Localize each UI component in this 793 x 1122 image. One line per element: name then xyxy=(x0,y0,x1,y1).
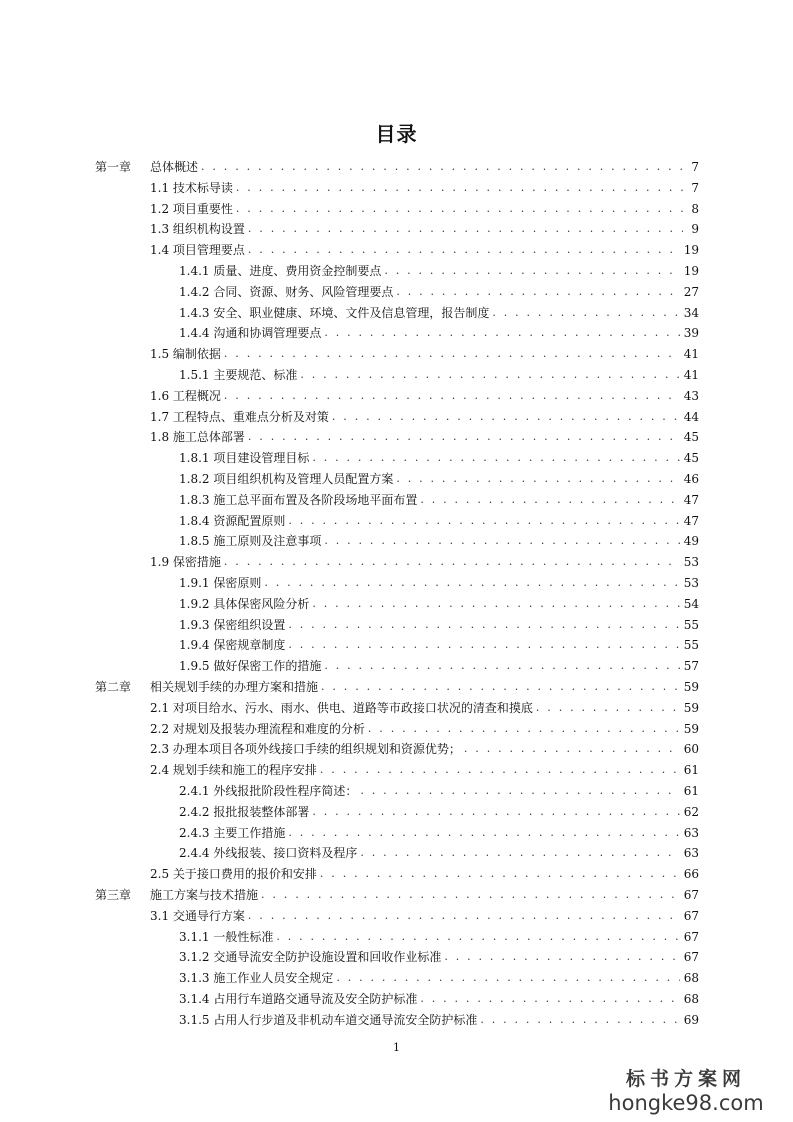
toc-dot-leader xyxy=(480,1013,679,1027)
toc-page-number: 55 xyxy=(683,617,699,632)
toc-entry-label: 2.4 规划手续和施工的程序安排 xyxy=(150,763,317,778)
toc-entry[interactable] xyxy=(150,404,699,424)
toc-entry-label: 3.1.2 交通导流安全防护设施设置和回收作业标准 xyxy=(179,950,442,965)
toc-entry[interactable] xyxy=(179,944,699,964)
toc-dot-leader xyxy=(248,430,680,444)
toc-entry-label: 总体概述 xyxy=(150,160,199,174)
toc-entry[interactable] xyxy=(150,695,699,715)
toc-dot-leader xyxy=(396,285,679,299)
toc-entry[interactable] xyxy=(179,570,699,590)
toc-page-number: 69 xyxy=(683,1012,699,1027)
toc-dot-leader xyxy=(236,202,683,216)
toc-page-number: 39 xyxy=(683,326,699,341)
toc-dot-leader xyxy=(324,659,679,673)
toc-entry-label: 1.9.2 具体保密风险分析 xyxy=(179,596,310,611)
toc-chapter-number: 第三章 xyxy=(95,888,132,902)
toc-page-number: 61 xyxy=(683,763,699,778)
toc-page-number: 9 xyxy=(691,222,699,237)
toc-entry-label: 3.1.5 占用人行步道及非机动车道交通导流安全防护标准 xyxy=(179,1012,478,1027)
toc-chapter-number: 第二章 xyxy=(95,680,132,694)
toc-entry[interactable] xyxy=(179,632,699,652)
toc-page-number: 41 xyxy=(683,347,699,362)
toc-page-number: 54 xyxy=(683,596,699,611)
toc-entry[interactable] xyxy=(179,986,699,1006)
toc-entry-label: 1.4 项目管理要点 xyxy=(150,243,245,258)
toc-entry[interactable] xyxy=(150,757,699,777)
toc-entry[interactable] xyxy=(95,674,699,694)
page-number: 1 xyxy=(393,1041,400,1054)
toc-entry-label: 1.4.2 合同、资源、财务、风险管理要点 xyxy=(179,284,394,299)
toc-page-number: 59 xyxy=(683,700,699,715)
toc-page-number: 27 xyxy=(683,284,699,299)
toc-page-number: 55 xyxy=(683,638,699,653)
toc-entry[interactable] xyxy=(179,653,699,673)
toc-page-number: 7 xyxy=(691,180,699,195)
toc-entry-label: 2.1 对项目给水、污水、雨水、供电、道路等市政接口状况的清查和摸底 xyxy=(150,700,533,715)
toc-page-number: 41 xyxy=(683,368,699,382)
toc-page-number: 8 xyxy=(691,201,699,216)
toc-entry[interactable] xyxy=(150,736,699,756)
toc-entry[interactable] xyxy=(95,154,699,174)
toc-dot-leader xyxy=(324,534,679,548)
toc-entry[interactable] xyxy=(179,778,699,798)
toc-page-number: 66 xyxy=(683,867,699,882)
toc-entry-label: 2.4.1 外线报批阶段性程序简述： xyxy=(179,784,358,798)
toc-page-number: 67 xyxy=(683,908,699,923)
toc-entry-label: 1.9.1 保密原则 xyxy=(179,576,262,590)
toc-dot-leader xyxy=(288,638,679,652)
toc-entry[interactable] xyxy=(179,924,699,944)
toc-chapter-number: 第一章 xyxy=(95,160,132,174)
toc-dot-leader xyxy=(248,909,680,923)
toc-entry[interactable] xyxy=(150,383,699,403)
toc-page-number: 63 xyxy=(683,825,699,840)
toc-dot-leader xyxy=(492,306,679,320)
toc-dot-leader xyxy=(264,576,679,590)
toc-entry-label: 1.4.4 沟通和协调管理要点 xyxy=(179,326,322,341)
toc-entry-label: 2.5 关于接口费用的报价和安排 xyxy=(150,867,317,882)
toc-page-number: 45 xyxy=(683,451,699,466)
toc-page-number: 19 xyxy=(683,243,699,258)
toc-entry-label: 1.6 工程概况 xyxy=(150,388,221,403)
toc-dot-leader xyxy=(288,514,679,528)
toc-dot-leader xyxy=(288,618,679,632)
toc-page-number: 45 xyxy=(683,430,699,445)
toc-dot-leader xyxy=(464,742,680,756)
toc-dot-leader xyxy=(320,867,680,881)
toc-entry-label: 1.9.3 保密组织设置 xyxy=(179,617,286,632)
toc-dot-leader xyxy=(276,930,679,944)
toc-entry[interactable] xyxy=(95,882,699,902)
toc-entry[interactable] xyxy=(150,903,699,923)
toc-entry[interactable] xyxy=(179,1007,699,1027)
toc-entry[interactable] xyxy=(150,861,699,881)
watermark-domain: hongke98.com xyxy=(608,1091,764,1115)
toc-dot-leader xyxy=(420,992,679,1006)
toc-entry-label: 3.1.3 施工作业人员安全规定 xyxy=(179,971,334,986)
watermark-chinese: 标书方案网 xyxy=(625,1068,746,1090)
page-title: 目录 xyxy=(375,122,418,146)
toc-entry-label: 施工方案与技术措施 xyxy=(150,888,259,902)
toc-entry[interactable] xyxy=(179,362,699,382)
toc-page-number: 59 xyxy=(683,721,699,736)
toc-dot-leader xyxy=(261,888,680,902)
toc-dot-leader xyxy=(312,597,679,611)
toc-dot-leader xyxy=(384,264,679,278)
toc-entry-label: 1.1 技术标导读 xyxy=(150,180,233,195)
toc-page-number: 59 xyxy=(683,680,699,694)
toc-dot-leader xyxy=(201,160,683,174)
toc-entry-label: 2.3 办理本项目各项外线接口手续的组织规划和资源优势； xyxy=(150,742,461,757)
toc-entry-label: 1.5.1 主要规范、标准 xyxy=(179,368,298,382)
toc-dot-leader xyxy=(312,805,679,819)
toc-entry[interactable] xyxy=(179,300,699,320)
toc-entry-label: 3.1.1 一般性标准 xyxy=(179,929,274,944)
toc-entry[interactable] xyxy=(150,341,699,361)
toc-page-number: 34 xyxy=(683,305,699,320)
toc-dot-leader xyxy=(248,243,680,257)
toc-dot-leader xyxy=(321,680,680,694)
toc-entry[interactable] xyxy=(179,799,699,819)
toc-page-number: 47 xyxy=(683,492,699,507)
toc-dot-leader xyxy=(368,722,680,736)
toc-entry[interactable] xyxy=(179,840,699,860)
toc-page-number: 53 xyxy=(683,555,699,570)
toc-entry[interactable] xyxy=(179,965,699,985)
toc-dot-leader xyxy=(224,555,680,569)
toc-dot-leader xyxy=(360,846,679,860)
toc-entry[interactable] xyxy=(150,716,699,736)
toc-page-number: 47 xyxy=(683,513,699,528)
toc-entry-label: 1.5 编制依据 xyxy=(150,347,221,362)
toc-page-number: 53 xyxy=(683,576,699,590)
toc-page-number: 43 xyxy=(683,388,699,403)
toc-entry-label: 1.8.2 项目组织机构及管理人员配置方案 xyxy=(179,472,394,486)
toc-dot-leader xyxy=(248,222,683,236)
toc-entry-label: 1.9 保密措施 xyxy=(150,555,221,570)
toc-entry[interactable] xyxy=(179,820,699,840)
toc-dot-leader xyxy=(324,326,679,340)
toc-page-number: 62 xyxy=(683,804,699,819)
toc-dot-leader xyxy=(396,472,679,486)
toc-entry[interactable] xyxy=(179,487,699,507)
toc-entry[interactable] xyxy=(179,258,699,278)
toc-entry-label: 2.4.2 报批报装整体部署 xyxy=(179,804,310,819)
toc-entry-label: 1.9.4 保密规章制度 xyxy=(179,638,286,653)
toc-entry[interactable] xyxy=(150,196,699,216)
toc-page-number: 63 xyxy=(683,846,699,861)
toc-dot-leader xyxy=(332,410,680,424)
toc-entry-label: 1.8.5 施工原则及注意事项 xyxy=(179,534,322,549)
toc-dot-leader xyxy=(288,826,679,840)
toc-entry-label: 2.4.4 外线报装、接口资料及程序 xyxy=(179,846,358,861)
toc-page-number: 68 xyxy=(683,971,699,986)
toc-entry-label: 1.9.5 做好保密工作的措施 xyxy=(179,659,322,674)
toc-dot-leader xyxy=(336,971,679,985)
toc-entry-label: 相关规划手续的办理方案和措施 xyxy=(150,680,319,694)
toc-entry[interactable] xyxy=(179,445,699,465)
toc-page-number: 49 xyxy=(683,534,699,549)
toc-entry-label: 3.1.4 占用行车道路交通导流及安全防护标准 xyxy=(179,992,418,1006)
toc-entry[interactable] xyxy=(179,279,699,299)
toc-page-number: 44 xyxy=(683,409,699,424)
toc-page-number: 61 xyxy=(683,784,699,798)
toc-dot-leader xyxy=(320,763,680,777)
toc-entry[interactable] xyxy=(179,320,699,340)
toc-entry-label: 2.4.3 主要工作措施 xyxy=(179,825,286,840)
toc-dot-leader xyxy=(312,451,679,465)
toc-page-number: 19 xyxy=(683,264,699,278)
toc-entry[interactable] xyxy=(150,237,699,257)
toc-entry-label: 1.8.1 项目建设管理目标 xyxy=(179,451,310,466)
toc-dot-leader xyxy=(536,701,680,715)
toc-entry-label: 1.3 组织机构设置 xyxy=(150,222,245,237)
toc-dot-leader xyxy=(224,389,680,403)
toc-entry-label: 1.4.3 安全、职业健康、环境、文件及信息管理，报告制度 xyxy=(179,305,490,320)
toc-entry-label: 1.7 工程特点、重难点分析及对策 xyxy=(150,409,329,424)
toc-entry[interactable] xyxy=(150,424,699,444)
toc-dot-leader xyxy=(444,950,679,964)
toc-page-number: 67 xyxy=(683,929,699,944)
toc-entry[interactable] xyxy=(150,175,699,195)
toc-entry[interactable] xyxy=(179,528,699,548)
toc-dot-leader xyxy=(236,181,683,195)
toc-entry-label: 1.2 项目重要性 xyxy=(150,201,233,216)
toc-entry[interactable] xyxy=(150,216,699,236)
toc-entry[interactable] xyxy=(179,591,699,611)
toc-page-number: 7 xyxy=(691,160,699,174)
toc-entry[interactable] xyxy=(179,466,699,486)
toc-dot-leader xyxy=(420,493,679,507)
toc-page-number: 68 xyxy=(683,992,699,1006)
toc-entry[interactable] xyxy=(150,549,699,569)
toc-entry-label: 3.1 交通导行方案 xyxy=(150,908,245,923)
toc-entry-label: 1.8.3 施工总平面布置及各阶段场地平面布置 xyxy=(179,492,418,507)
toc-page-number: 57 xyxy=(683,659,699,674)
toc-page-number: 60 xyxy=(683,742,699,757)
toc-entry-label: 1.4.1 质量、进度、费用资金控制要点 xyxy=(179,264,382,278)
toc-dot-leader xyxy=(360,784,679,798)
toc-entry[interactable] xyxy=(179,612,699,632)
watermark-logo xyxy=(591,1068,781,1116)
toc-page-number: 46 xyxy=(683,472,699,486)
toc-entry[interactable] xyxy=(179,508,699,528)
toc-dot-leader xyxy=(224,347,680,361)
toc-page-number: 67 xyxy=(683,950,699,965)
toc-entry-label: 1.8.4 资源配置原则 xyxy=(179,513,286,528)
toc-entry-label: 1.8 施工总体部署 xyxy=(150,430,245,445)
toc-page-number: 67 xyxy=(683,888,699,902)
toc-entry-label: 2.2 对规划及报装办理流程和难度的分析 xyxy=(150,721,365,736)
toc-dot-leader xyxy=(300,368,679,382)
